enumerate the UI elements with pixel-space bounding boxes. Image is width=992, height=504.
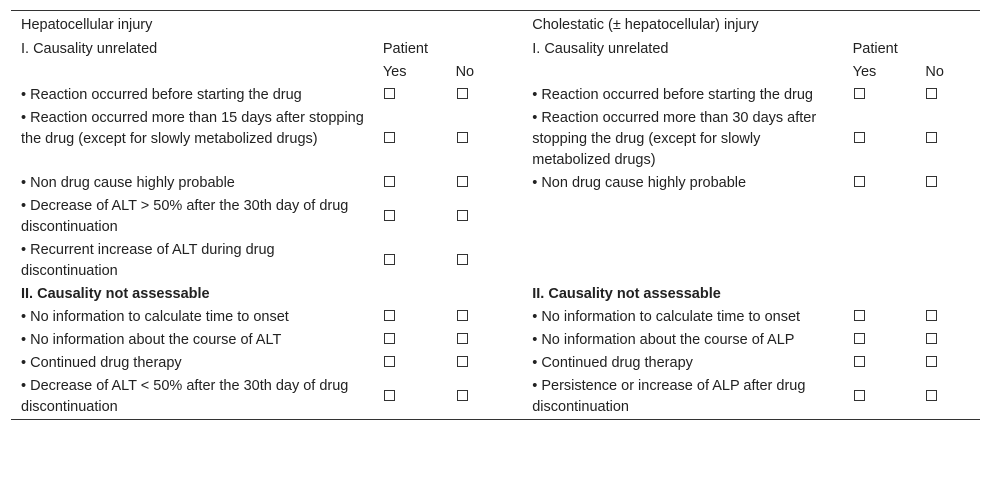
no-checkbox[interactable] (926, 356, 937, 367)
yes-checkbox[interactable] (854, 356, 865, 367)
left-item: • No information about the course of ALT (21, 332, 282, 348)
left-item: • Decrease of ALT > 50% after the 30th day of drug discontinuation (21, 198, 349, 235)
no-checkbox[interactable] (457, 176, 468, 187)
left-item: • Recurrent increase of ALT during drug discontinuation (21, 242, 275, 279)
no-checkbox[interactable] (457, 390, 468, 401)
right-no-label: No (925, 64, 944, 80)
yes-checkbox[interactable] (384, 210, 395, 221)
yes-checkbox[interactable] (854, 88, 865, 99)
section2-row (11, 283, 980, 306)
left-patient-label: Patient (382, 41, 428, 57)
right-section1-heading: I. Causality unrelated (532, 41, 669, 57)
no-checkbox[interactable] (926, 176, 937, 187)
table-row (11, 107, 980, 172)
right-patient-label: Patient (852, 41, 898, 57)
yes-checkbox[interactable] (854, 333, 865, 344)
left-section2-heading: II. Causality not assessable (21, 286, 210, 302)
yes-checkbox[interactable] (854, 390, 865, 401)
yes-checkbox[interactable] (854, 176, 865, 187)
no-checkbox[interactable] (457, 310, 468, 321)
left-section1-heading: I. Causality unrelated (21, 41, 158, 57)
right-item: • No information to calculate time to onset (532, 309, 801, 325)
table-row (11, 84, 980, 107)
left-item: • Reaction occurred more than 15 days after stopping the drug (except for slowly metabolized drugs) (21, 110, 364, 147)
left-item: • No information to calculate time to onset (21, 309, 289, 325)
no-checkbox[interactable] (457, 333, 468, 344)
right-yes-label: Yes (852, 64, 877, 80)
table-row (11, 239, 980, 283)
no-checkbox[interactable] (926, 333, 937, 344)
left-item: • Decrease of ALT < 50% after the 30th day of drug discontinuation (21, 378, 349, 415)
right-section2-heading: II. Causality not assessable (532, 286, 721, 302)
table-row (11, 172, 980, 195)
yes-checkbox[interactable] (384, 390, 395, 401)
no-checkbox[interactable] (926, 88, 937, 99)
no-checkbox[interactable] (926, 310, 937, 321)
section1-row (11, 38, 980, 61)
right-item: • Non drug cause highly probable (532, 175, 747, 191)
table-row (11, 306, 980, 329)
right-item: • Reaction occurred before starting the drug (532, 87, 813, 103)
right-item: • Reaction occurred more than 30 days after stopping the drug (except for slowly metabolized drugs) (532, 110, 817, 168)
table-row (11, 329, 980, 352)
no-checkbox[interactable] (926, 132, 937, 143)
yes-checkbox[interactable] (854, 132, 865, 143)
yes-checkbox[interactable] (384, 176, 395, 187)
yes-checkbox[interactable] (384, 88, 395, 99)
left-title: Hepatocellular injury (21, 17, 153, 33)
causality-table (11, 10, 980, 420)
yes-checkbox[interactable] (384, 254, 395, 265)
left-item: • Continued drug therapy (21, 355, 182, 371)
yes-no-row (11, 61, 980, 84)
yes-checkbox[interactable] (384, 132, 395, 143)
yes-checkbox[interactable] (384, 356, 395, 367)
no-checkbox[interactable] (457, 254, 468, 265)
left-item: • Reaction occurred before starting the drug (21, 87, 302, 103)
right-item: • No information about the course of ALP (532, 332, 795, 348)
title-row (11, 11, 980, 39)
right-item: • Persistence or increase of ALP after drug discontinuation (532, 378, 806, 415)
no-checkbox[interactable] (457, 132, 468, 143)
no-checkbox[interactable] (457, 210, 468, 221)
table-row (11, 375, 980, 420)
yes-checkbox[interactable] (384, 333, 395, 344)
no-checkbox[interactable] (457, 356, 468, 367)
left-yes-label: Yes (382, 64, 407, 80)
table-row (11, 195, 980, 239)
left-item: • Non drug cause highly probable (21, 175, 235, 191)
right-item: • Continued drug therapy (532, 355, 693, 371)
yes-checkbox[interactable] (854, 310, 865, 321)
yes-checkbox[interactable] (384, 310, 395, 321)
right-title: Cholestatic (± hepatocellular) injury (532, 17, 759, 33)
no-checkbox[interactable] (457, 88, 468, 99)
left-no-label: No (455, 64, 475, 80)
no-checkbox[interactable] (926, 390, 937, 401)
table-row (11, 352, 980, 375)
